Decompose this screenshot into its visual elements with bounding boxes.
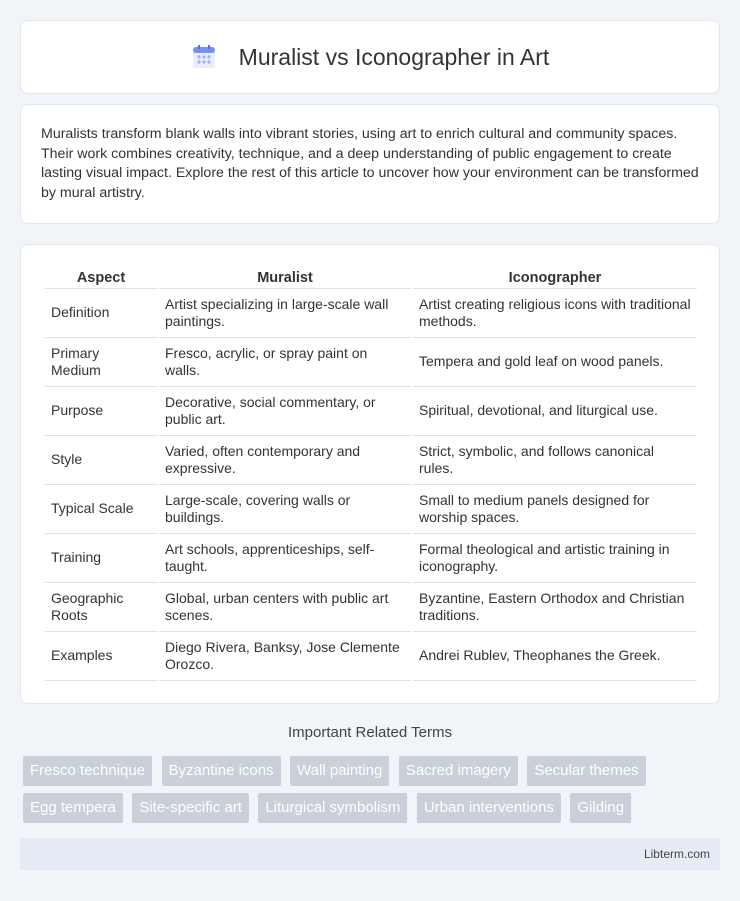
tag-byzantine-icons[interactable]: Byzantine icons bbox=[162, 756, 281, 786]
table-row bbox=[45, 583, 697, 632]
cell-muralist: Decorative, social commentary, or public art. bbox=[159, 387, 411, 436]
table-row bbox=[45, 338, 697, 387]
title-card bbox=[20, 20, 720, 94]
header-aspect: Aspect bbox=[45, 265, 157, 289]
cell-muralist: Varied, often contemporary and expressive. bbox=[159, 436, 411, 485]
cell-muralist: Artist specializing in large-scale wall paintings. bbox=[159, 289, 411, 338]
header-muralist: Muralist bbox=[159, 265, 411, 289]
cell-iconographer: Artist creating religious icons with traditional methods. bbox=[413, 289, 697, 338]
footer bbox=[20, 838, 720, 870]
cell-aspect: Definition bbox=[45, 289, 157, 338]
cell-muralist: Art schools, apprenticeships, self-taught. bbox=[159, 534, 411, 583]
calendar-grid-icon bbox=[191, 44, 217, 70]
table-row bbox=[45, 387, 697, 436]
tag-gilding[interactable]: Gilding bbox=[570, 793, 631, 823]
tag-sacred-imagery[interactable]: Sacred imagery bbox=[399, 756, 518, 786]
tag-egg-tempera[interactable]: Egg tempera bbox=[23, 793, 123, 823]
cell-muralist: Large-scale, covering walls or buildings. bbox=[159, 485, 411, 534]
cell-iconographer: Byzantine, Eastern Orthodox and Christian traditions. bbox=[413, 583, 697, 632]
comparison-card bbox=[20, 244, 720, 704]
cell-aspect: Style bbox=[45, 436, 157, 485]
cell-aspect: Examples bbox=[45, 632, 157, 681]
cell-iconographer: Strict, symbolic, and follows canonical rules. bbox=[413, 436, 697, 485]
tag-urban-interventions[interactable]: Urban interventions bbox=[417, 793, 561, 823]
footer-link[interactable]: Libterm.com bbox=[643, 847, 710, 861]
tag-liturgical-symbolism[interactable]: Liturgical symbolism bbox=[258, 793, 407, 823]
cell-iconographer: Spiritual, devotional, and liturgical use. bbox=[413, 387, 697, 436]
table-row bbox=[45, 632, 697, 681]
cell-muralist: Global, urban centers with public art scenes. bbox=[159, 583, 411, 632]
cell-iconographer: Formal theological and artistic training in iconography. bbox=[413, 534, 697, 583]
intro-text: Muralists transform blank walls into vibrant stories, using art to enrich cultural and community spaces. Their work combines creativity, technique, and a deep understanding of public engagement to create lasting visual impact. Explore the rest of this article to uncover how your environment can be transformed by mural artistry. bbox=[41, 126, 699, 201]
related-terms-tags bbox=[23, 756, 713, 830]
table-row bbox=[45, 289, 697, 338]
tag-wall-painting[interactable]: Wall painting bbox=[290, 756, 389, 786]
cell-iconographer: Small to medium panels designed for worship spaces. bbox=[413, 485, 697, 534]
comparison-table bbox=[43, 265, 699, 681]
cell-aspect: Primary Medium bbox=[45, 338, 157, 387]
cell-iconographer: Tempera and gold leaf on wood panels. bbox=[413, 338, 697, 387]
header-iconographer: Iconographer bbox=[413, 265, 697, 289]
table-header-row bbox=[45, 265, 697, 289]
table-row bbox=[45, 485, 697, 534]
tag-secular-themes[interactable]: Secular themes bbox=[527, 756, 645, 786]
cell-iconographer: Andrei Rublev, Theophanes the Greek. bbox=[413, 632, 697, 681]
tag-fresco-technique[interactable]: Fresco technique bbox=[23, 756, 152, 786]
cell-muralist: Fresco, acrylic, or spray paint on walls. bbox=[159, 338, 411, 387]
cell-aspect: Purpose bbox=[45, 387, 157, 436]
related-terms-title: Important Related Terms bbox=[288, 724, 452, 741]
page-title: Muralist vs Iconographer in Art bbox=[238, 43, 550, 70]
cell-aspect: Geographic Roots bbox=[45, 583, 157, 632]
cell-aspect: Training bbox=[45, 534, 157, 583]
cell-muralist: Diego Rivera, Banksy, Jose Clemente Orozco. bbox=[159, 632, 411, 681]
table-row bbox=[45, 534, 697, 583]
cell-aspect: Typical Scale bbox=[45, 485, 157, 534]
intro-card bbox=[20, 104, 720, 224]
tag-site-specific-art[interactable]: Site-specific art bbox=[132, 793, 249, 823]
table-row bbox=[45, 436, 697, 485]
